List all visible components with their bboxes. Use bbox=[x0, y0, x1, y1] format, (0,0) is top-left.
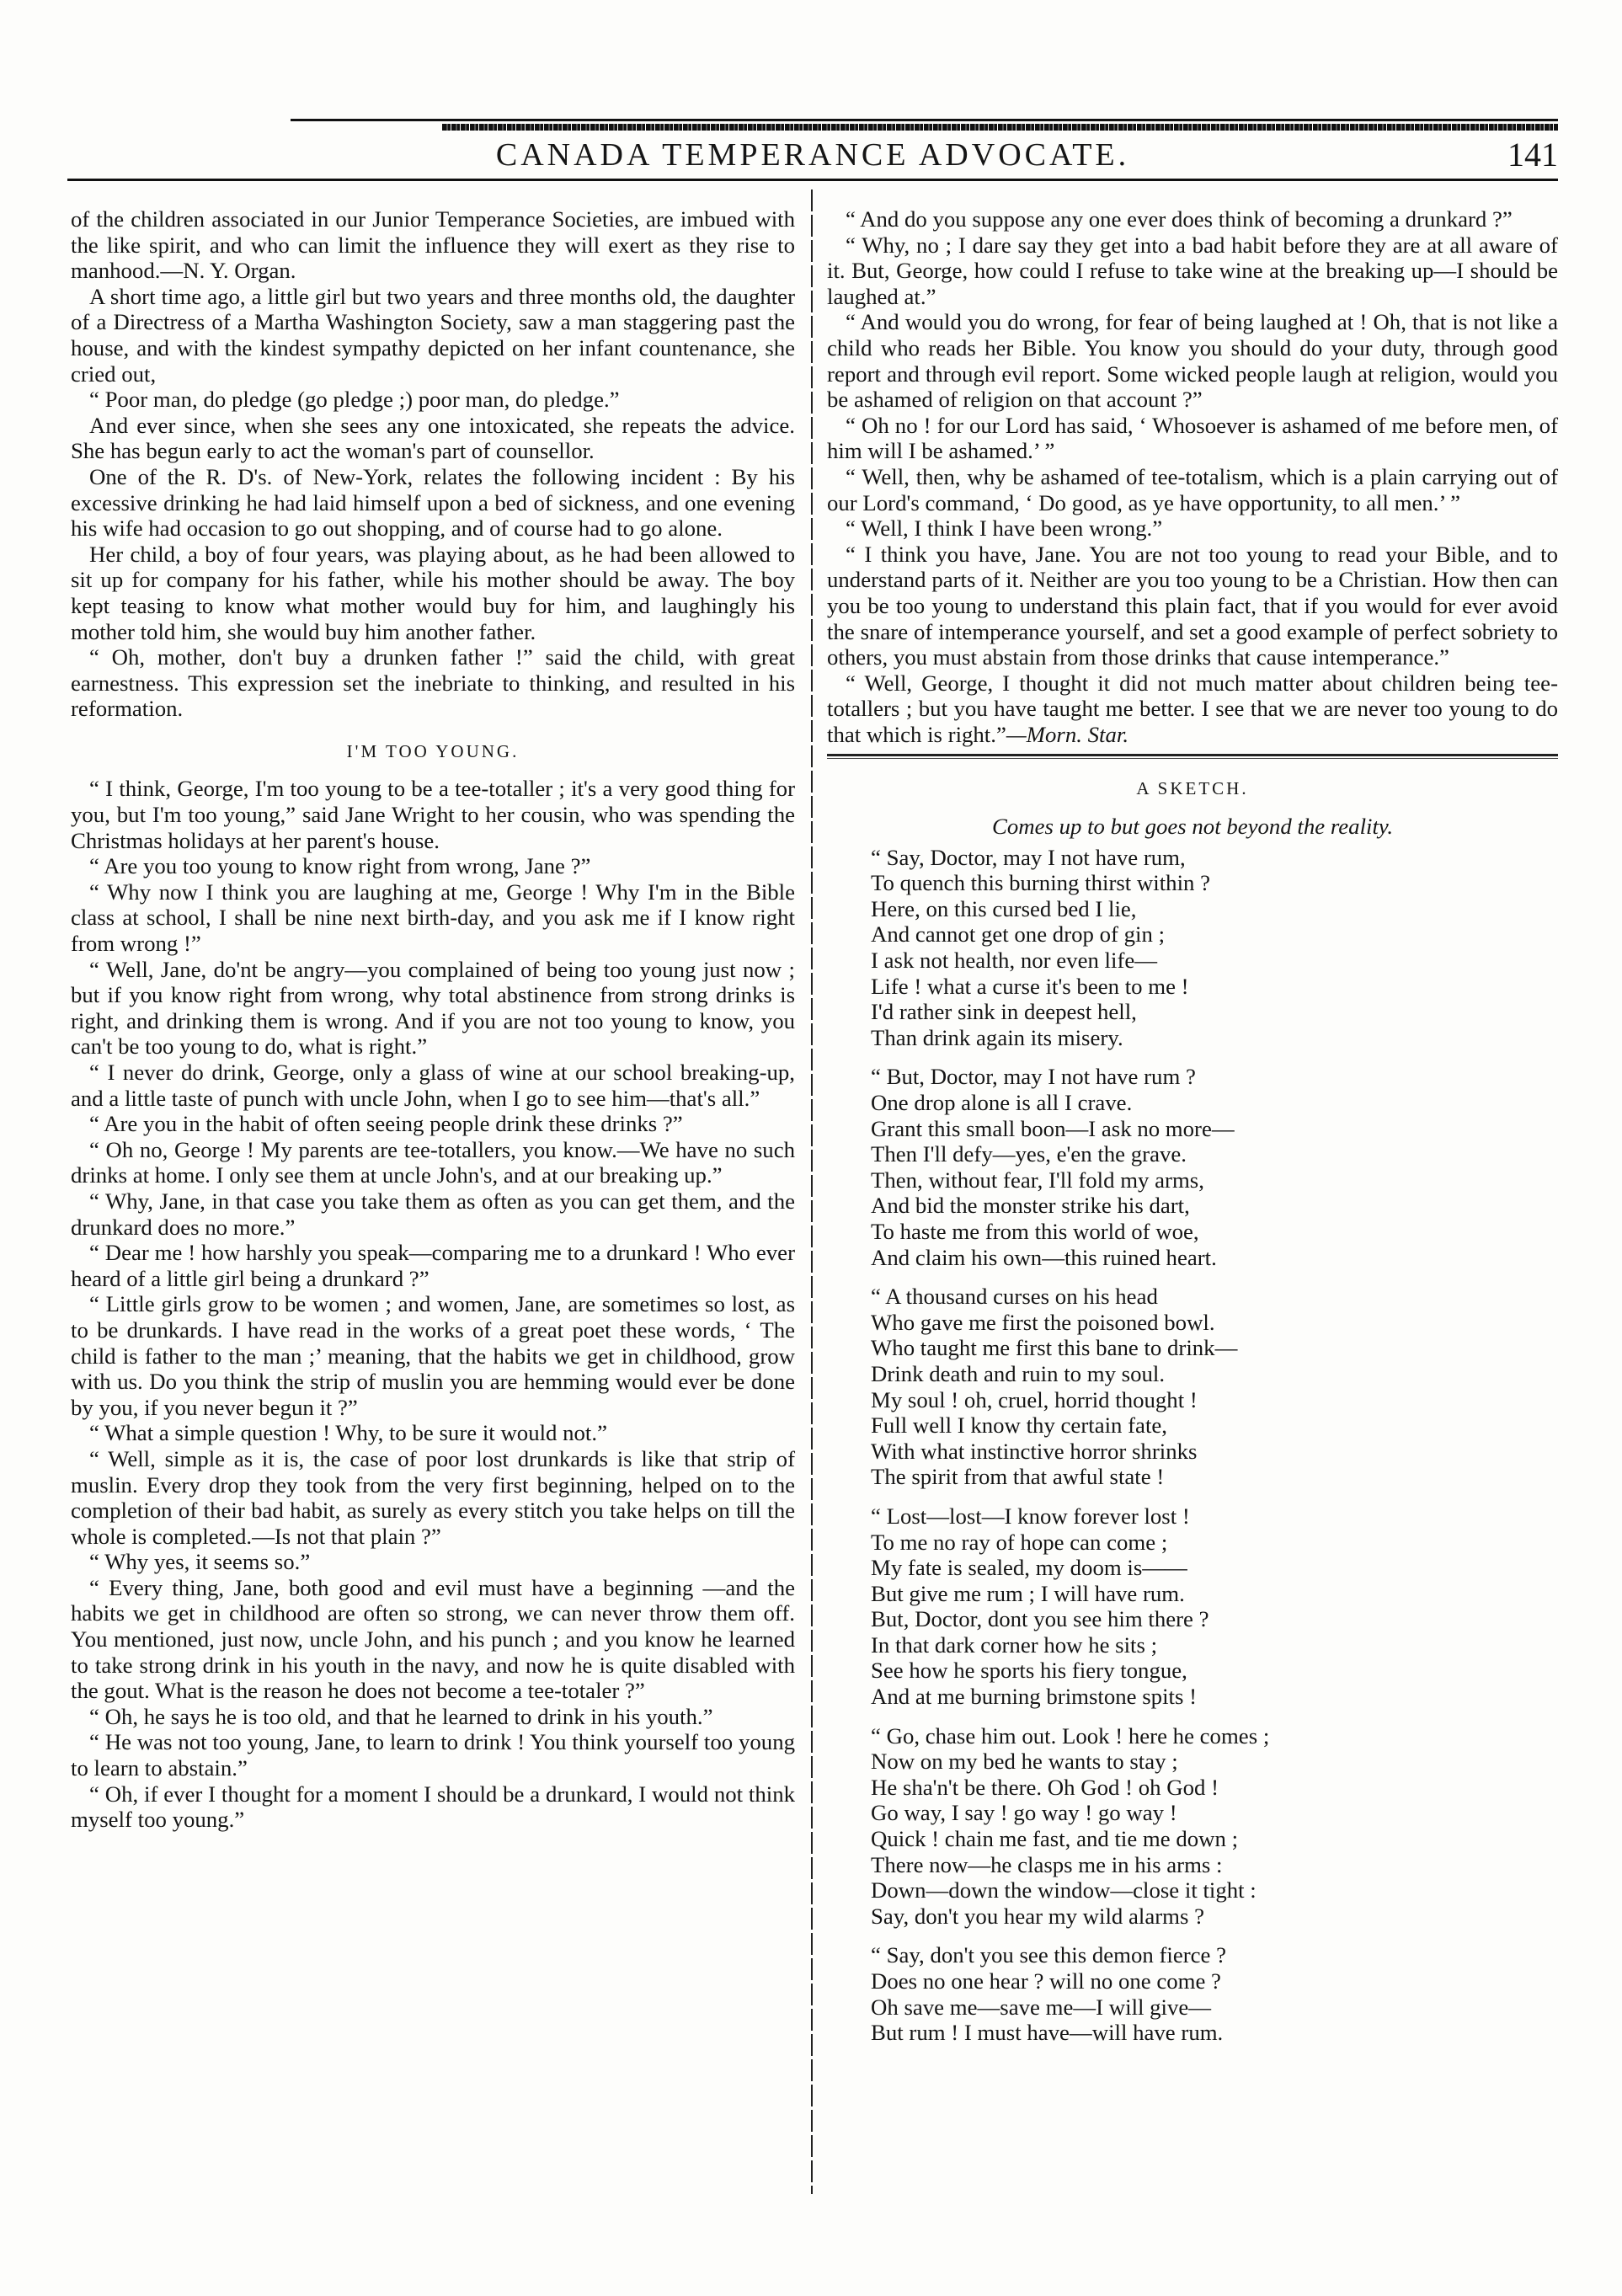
poem-stanza bbox=[871, 845, 1558, 1051]
paragraph: “ Oh, he says he is too old, and that he learned to drink in his youth.” bbox=[89, 1703, 713, 1729]
poem-line: Full well I know thy certain fate, bbox=[871, 1412, 1167, 1439]
poem-line: Here, on this cursed bed I lie, bbox=[871, 895, 1137, 921]
column-divider bbox=[811, 190, 813, 2194]
poem bbox=[871, 845, 1558, 2046]
paragraph: “ Well, then, why be ashamed of tee-totalism, which is a plain carrying out of our Lord's command, ‘ Do good, as ye have opportunity, to all men.’ ” bbox=[827, 463, 1558, 515]
poem-line: And claim his own—this ruined heart. bbox=[871, 1244, 1217, 1270]
poem-line: “ Lost—lost—I know forever lost ! bbox=[871, 1503, 1190, 1529]
poem-line: The spirit from that awful state ! bbox=[871, 1464, 1165, 1490]
story-source: —Morn. Star. bbox=[1006, 721, 1129, 747]
paragraph: “ Oh, mother, don't buy a drunken father !” said the child, with great earnestness. This expression set the inebriate to thinking, and resulted in his reformation. bbox=[71, 644, 795, 722]
paragraph: “ I never do drink, George, only a glass of wine at our school breaking-up, and a little taste of punch with uncle John, when I go to see him—that's all.” bbox=[71, 1060, 795, 1111]
poem-line: To quench this burning thirst within ? bbox=[871, 870, 1211, 896]
poem-line: Life ! what a curse it's been to me ! bbox=[871, 973, 1189, 999]
poem-line: Then, without fear, I'll fold my arms, bbox=[871, 1167, 1204, 1193]
poem-line: To haste me from this world of woe, bbox=[871, 1218, 1199, 1244]
paragraph: A short time ago, a little girl but two years and three months old, the daughter of a Directress of a Martha Washington Society, saw a man staggering past the house, and with the kindest sympathy depicted on her infant countenance, she cried out, bbox=[71, 283, 795, 387]
poem-line: In that dark corner how he sits ; bbox=[871, 1631, 1158, 1658]
section-separator bbox=[827, 754, 1558, 756]
paragraph: “ Why, Jane, in that case you take them as often as you can get them, and the drunkard does no more.” bbox=[71, 1188, 795, 1240]
left-column bbox=[71, 206, 795, 1833]
paragraph: “ Well, I think I have been wrong.” bbox=[846, 515, 1163, 542]
poem-line: One drop alone is all I crave. bbox=[871, 1090, 1133, 1115]
paragraph: “ He was not too young, Jane, to learn to drink ! You think yourself too young to learn to abstain.” bbox=[71, 1729, 795, 1781]
poem-line: But give me rum ; I will have rum. bbox=[871, 1580, 1185, 1606]
poem-line: Who gave me first the poisoned bowl. bbox=[871, 1309, 1215, 1335]
paragraph: “ Dear me ! how harshly you speak—comparing me to a drunkard ! Who ever heard of a little girl being a drunkard ?” bbox=[71, 1240, 795, 1291]
paragraph: “ Oh, if ever I thought for a moment I should be a drunkard, I would not think myself too young.” bbox=[71, 1781, 795, 1833]
top-rule-ornament bbox=[442, 124, 1558, 131]
top-rule-line bbox=[291, 119, 1558, 121]
poem-line: Then I'll defy—yes, e'en the grave. bbox=[871, 1141, 1187, 1167]
paragraph: “ Why, no ; I dare say they get into a bad habit before they are at all aware of it. But, George, how could I refuse to take wine at the breaking up—I should be laughed at.” bbox=[827, 232, 1558, 309]
poem-line: And bid the monster strike his dart, bbox=[871, 1193, 1190, 1219]
paragraph: of the children associated in our Junior Temperance Societies, are imbued with the like spirit, and who can limit the influence they will exert as they rise to manhood.—N. Y. Organ. bbox=[71, 206, 795, 284]
poem-stanza bbox=[871, 1064, 1558, 1270]
poem-line: See how he sports his fiery tongue, bbox=[871, 1658, 1187, 1684]
story-text-left bbox=[71, 776, 795, 1832]
poem-stanza bbox=[871, 1723, 1558, 1930]
poem-line: Quick ! chain me fast, and tie me down ; bbox=[871, 1826, 1239, 1852]
poem-line: “ Say, don't you see this demon fierce ? bbox=[871, 1942, 1227, 1968]
poem-line: I'd rather sink in deepest hell, bbox=[871, 999, 1137, 1025]
poem-line: Down—down the window—close it tight : bbox=[871, 1877, 1257, 1904]
sketch-subtitle: Comes up to but goes not beyond the reality. bbox=[991, 814, 1394, 840]
paragraph: “ Are you too young to know right from wrong, Jane ?” bbox=[89, 853, 591, 879]
poem-line: Drink death and ruin to my soul. bbox=[871, 1360, 1166, 1386]
poem-line: My fate is sealed, my doom is—— bbox=[871, 1555, 1187, 1581]
header-rule bbox=[67, 179, 1558, 181]
paragraph: “ Oh no, George ! My parents are tee-totallers, you know.—We have no such drinks at home. I only see them at uncle John's, and at our breaking up.” bbox=[71, 1136, 795, 1188]
newspaper-title: CANADA TEMPERANCE ADVOCATE. bbox=[495, 137, 1130, 173]
paragraph: And ever since, when she sees any one intoxicated, she repeats the advice. She has begun early to act the woman's part of counsellor. bbox=[71, 412, 795, 464]
poem-line: “ But, Doctor, may I not have rum ? bbox=[871, 1064, 1196, 1090]
poem-line: Oh save me—save me—I will give— bbox=[871, 1994, 1212, 2020]
paragraph: “ And would you do wrong, for fear of being laughed at ! Oh, that is not like a child who reads her Bible. You know you should do your duty, through good report and through evil report. Some wicked people laugh at religion, would you be ashamed of religion on that account ?” bbox=[827, 309, 1558, 413]
poem-line: Grant this small boon—I ask no more— bbox=[871, 1115, 1235, 1141]
poem-line: Than drink again its misery. bbox=[871, 1024, 1123, 1050]
paragraph: “ Every thing, Jane, both good and evil must have a beginning —and the habits we get in childhood are often so strong, we can never throw them off. You mentioned, just now, uncle John, and his punch ; and you know he learned to take strong drink in his youth in the navy, and now he is quite disabled with the gout. What is the reason he does not become a tee-totaler ?” bbox=[71, 1574, 795, 1704]
poem-line: But rum ! I must have—will have rum. bbox=[871, 2020, 1224, 2046]
poem-line: And cannot get one drop of gin ; bbox=[871, 921, 1166, 948]
poem-line: Go way, I say ! go way ! go way ! bbox=[871, 1800, 1177, 1826]
right-column bbox=[827, 206, 1558, 2059]
sketch-heading: A SKETCH. bbox=[1136, 778, 1249, 799]
poem-line: “ A thousand curses on his head bbox=[871, 1284, 1158, 1310]
poem-line: I ask not health, nor even life— bbox=[871, 948, 1158, 974]
left-intro-text bbox=[71, 206, 795, 722]
poem-line: Say, don't you hear my wild alarms ? bbox=[871, 1903, 1205, 1929]
paragraph: “ And do you suppose any one ever does think of becoming a drunkard ?” bbox=[846, 206, 1513, 232]
paragraph: “ Little girls grow to be women ; and women, Jane, are sometimes so lost, as to be drunkards. I have read in the works of a great poet these words, ‘ The child is father to the man ;’ meaning, that the habits we get in childhood, grow with us. Do you think the strip of muslin you are hemming would ever be done by you, if you never begun it ?” bbox=[71, 1291, 795, 1420]
paragraph: Her child, a boy of four years, was playing about, as he had been allowed to sit up for company for his father, while his mother should be away. The boy kept teasing to know what mother would buy for him, and laughingly his mother told him, she would buy him another father. bbox=[71, 541, 795, 644]
poem-line: Who taught me first this bane to drink— bbox=[871, 1335, 1238, 1361]
paragraph: “ I think you have, Jane. You are not too young to read your Bible, and to understand parts of it. Neither are you too young to be a Christian. How then can you be too young to understand this plain fact, that if you would for ever avoid the snare of intemperance yourself, and set a good example of perfect sobriety to others, you must abstain from those drinks that cause intemperance.” bbox=[827, 541, 1558, 670]
paragraph: “ I think, George, I'm too young to be a tee-totaller ; it's a very good thing for you, but I'm too young,” said Jane Wright to her cousin, who was spending the Christmas holidays at her parent's house. bbox=[71, 776, 795, 853]
poem-stanza bbox=[871, 1503, 1558, 1710]
poem-line: To me no ray of hope can come ; bbox=[871, 1529, 1168, 1555]
poem-line: He sha'n't be there. Oh God ! oh God ! bbox=[871, 1774, 1219, 1800]
paragraph: “ Oh no ! for our Lord has said, ‘ Whosoever is ashamed of me before men, of him will I be ashamed.’ ” bbox=[827, 412, 1558, 464]
poem-line: “ Say, Doctor, may I not have rum, bbox=[871, 844, 1186, 870]
poem-line: And at me burning brimstone spits ! bbox=[871, 1684, 1198, 1710]
paragraph: One of the R. D's. of New-York, relates the following incident : By his excessive drinking he had laid himself upon a bed of sickness, and one evening his wife had occasion to go out shopping, and of course had to go alone. bbox=[71, 463, 795, 542]
page-number: 141 bbox=[1507, 136, 1558, 174]
paragraph: “ Poor man, do pledge (go pledge ;) poor man, do pledge.” bbox=[89, 387, 620, 413]
section-separator-thin bbox=[827, 758, 1558, 759]
poem-line: Now on my bed he wants to stay ; bbox=[871, 1749, 1178, 1775]
poem-line: “ Go, chase him out. Look ! here he comes ; bbox=[871, 1722, 1270, 1749]
paragraph: “ Well, George, I thought it did not much matter about children being tee-totallers ; but you have taught me better. I see that we are never too young to do that which is right.”—Morn. Star. bbox=[827, 670, 1558, 747]
poem-stanza bbox=[871, 1284, 1558, 1490]
poem-line: But, Doctor, dont you see him there ? bbox=[871, 1606, 1209, 1632]
paragraph: “ What a simple question ! Why, to be sure it would not.” bbox=[89, 1420, 607, 1446]
poem-stanza bbox=[871, 1942, 1558, 2045]
story-text-right bbox=[827, 206, 1558, 747]
paragraph: “ Well, simple as it is, the case of poor lost drunkards is like that strip of muslin. Every drop they took from the very first beginning, helped on to the completion of their bad habit, as surely as every stitch you take helps on till the whole is completed.—Is not that plain ?” bbox=[71, 1445, 795, 1549]
poem-line: My soul ! oh, cruel, horrid thought ! bbox=[871, 1386, 1198, 1412]
page-header bbox=[67, 135, 1558, 180]
poem-line: With what instinctive horror shrinks bbox=[871, 1438, 1198, 1464]
paragraph: “ Are you in the habit of often seeing people drink these drinks ?” bbox=[89, 1111, 683, 1137]
paragraph: “ Why yes, it seems so.” bbox=[89, 1549, 311, 1575]
poem-line: There now—he clasps me in his arms : bbox=[871, 1851, 1223, 1877]
paragraph: “ Well, Jane, do'nt be angry—you complained of being too young just now ; but if you know right from wrong, why total abstinence from strong drinks is right, and drinking them is wrong. And if you are not too young to know, you can't be too young to do, what is right.” bbox=[71, 956, 795, 1060]
paragraph: “ Why now I think you are laughing at me, George ! Why I'm in the Bible class at school, I shall be nine next birth-day, and you ask me if I know right from wrong !” bbox=[71, 878, 795, 957]
story-heading: I'M TOO YOUNG. bbox=[346, 740, 520, 761]
poem-line: Does no one hear ? will no one come ? bbox=[871, 1968, 1221, 1994]
